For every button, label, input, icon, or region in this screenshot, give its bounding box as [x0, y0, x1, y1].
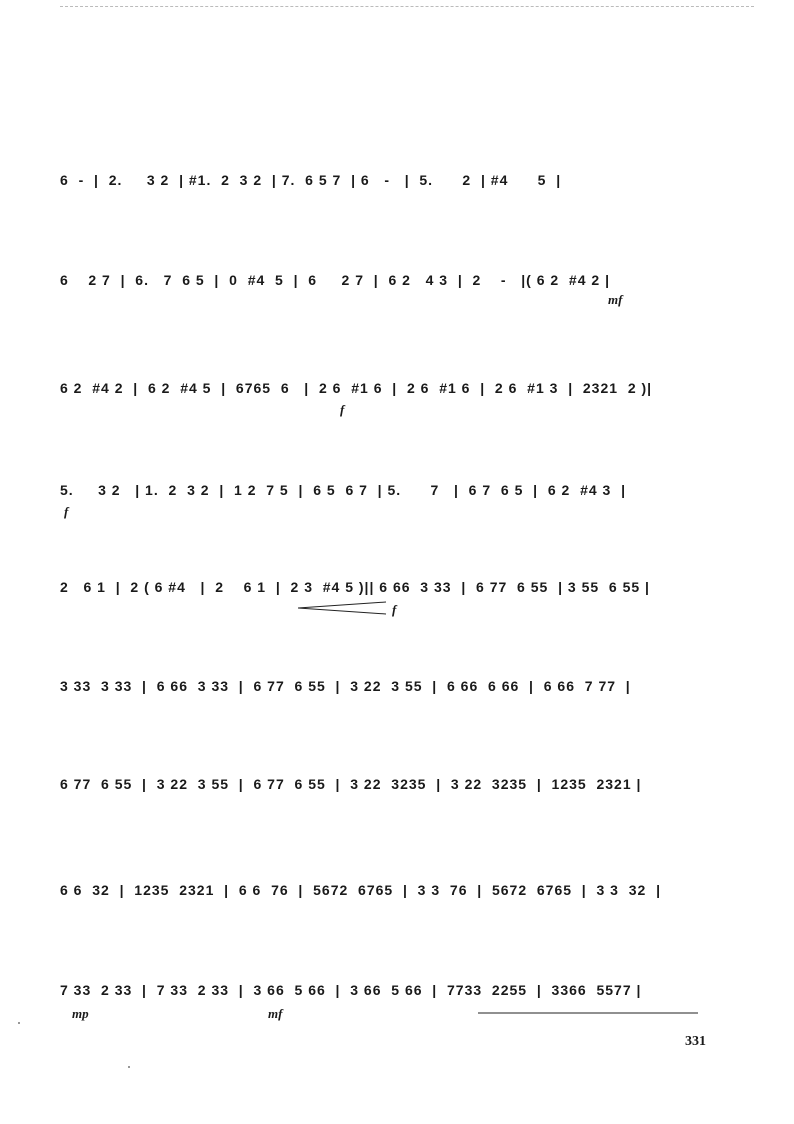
notation-text: 5. 3 2 | 1. 2 3 2 | 1 2 7 5 | 6 5 6 7 | 5. 7 | 6 7 6 5 | 6 2 #4 3 |	[60, 482, 627, 498]
notation-text: 2 6 1 | 2 ( 6 #4 | 2 6 1 | 2 3 #4 5 )|| 6 66 3 33 | 6 77 6 55 | 3 55 6 55 |	[60, 579, 650, 595]
dynamic-mark: mf	[268, 1006, 283, 1021]
score-line-8	[60, 880, 710, 906]
score-line-1	[60, 170, 710, 196]
dynamic-mark: f	[64, 504, 69, 519]
page-number: 331	[685, 1034, 706, 1049]
top-border	[60, 6, 754, 7]
notation-text: 6 2 #4 2 | 6 2 #4 5 | 6765 6 | 2 6 #1 6 | 2 6 #1 6 | 2 6 #1 3 | 2321 2 )|	[60, 380, 653, 396]
score-line-9	[60, 980, 710, 1006]
dynamic-mark: mp	[72, 1006, 89, 1021]
notation-text: 3 33 3 33 | 6 66 3 33 | 6 77 6 55 | 3 22 3 55 | 6 66 6 66 | 6 66 7 77 |	[60, 678, 631, 694]
notation-text: 6 2 7 | 6. 7 6 5 | 0 #4 5 | 6 2 7 | 6 2 4 3 | 2 - |( 6 2 #4 2 |	[60, 272, 610, 288]
notation-text: 7 33 2 33 | 7 33 2 33 | 3 66 5 66 | 3 66 5 66 | 7733 2255 | 3366 5577 |	[60, 982, 642, 998]
dynamic-mark: mf	[608, 292, 623, 307]
crescendo-hairpin	[298, 600, 388, 616]
speck	[128, 1066, 130, 1068]
score-line-4	[60, 480, 710, 506]
score-line-6	[60, 676, 710, 702]
notation-text: 6 - | 2. 3 2 | #1. 2 3 2 | 7. 6 5 7 | 6 - | 5. 2 | #4 5 |	[60, 172, 562, 188]
underline-bar	[478, 1008, 700, 1018]
score-line-3	[60, 378, 710, 404]
speck	[18, 1022, 20, 1024]
score-line-7	[60, 774, 710, 800]
dynamic-mark: f	[392, 602, 397, 617]
dynamic-mark: f	[340, 402, 345, 417]
notation-text: 6 77 6 55 | 3 22 3 55 | 6 77 6 55 | 3 22 3235 | 3 22 3235 | 1235 2321 |	[60, 776, 642, 792]
notation-text: 6 6 32 | 1235 2321 | 6 6 76 | 5672 6765 | 3 3 76 | 5672 6765 | 3 3 32 |	[60, 882, 662, 898]
